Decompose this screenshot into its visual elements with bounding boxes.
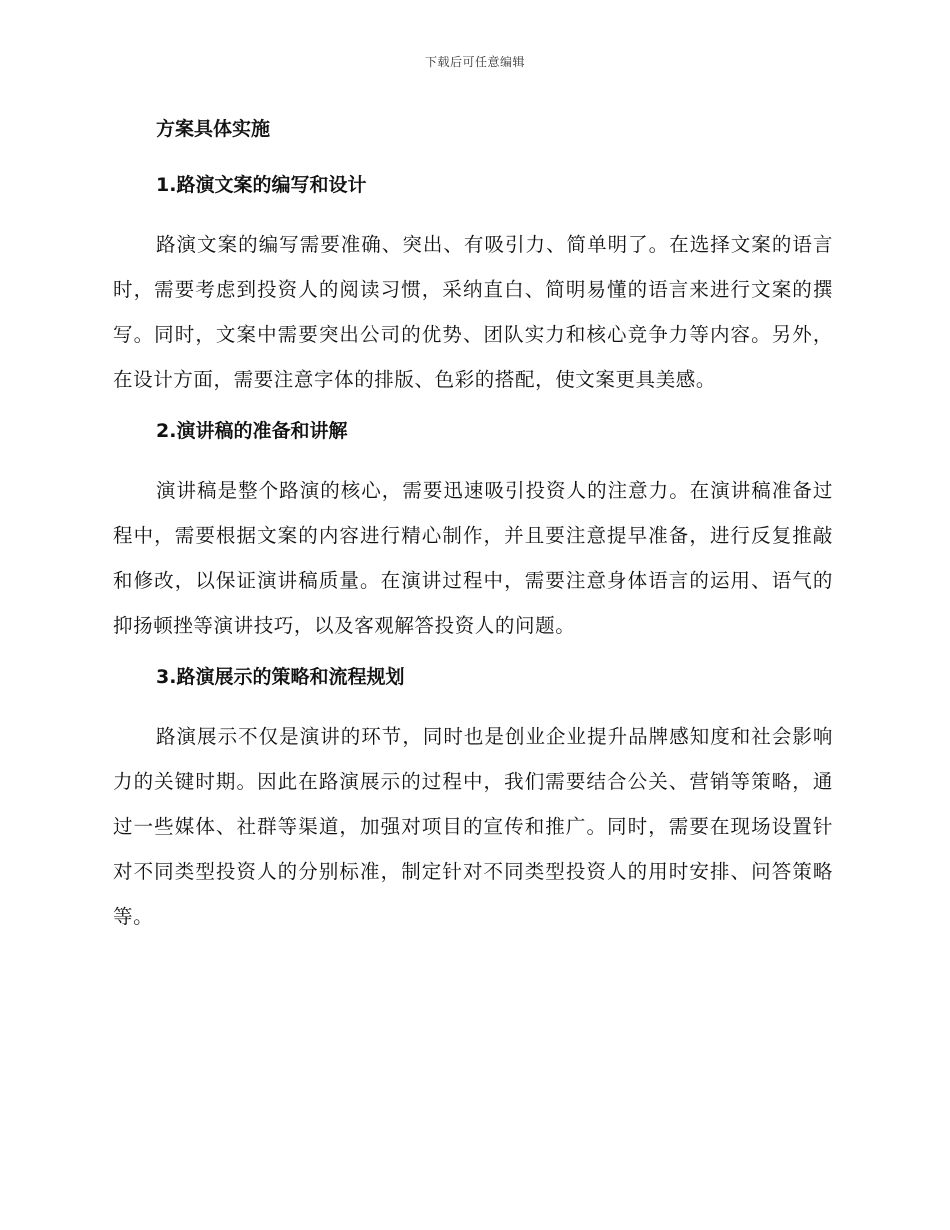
- section-paragraph-3: 路演展示不仅是演讲的环节，同时也是创业企业提升品牌感知度和社会影响力的关键时期。因此在路演展示的过程中，我们需要结合公关、营销等策略，通过一些媒体、社群等渠道，加强对项目的宣传和推广。同时，需要在现场设置针对不同类型投资人的分别标准，制定针对不同类型投资人的用时安排、问答策略等。: [113, 725, 833, 928]
- section-heading-3: 3.路演展示的策略和流程规划: [156, 666, 405, 688]
- page-header: 下载后可任意编辑: [424, 55, 525, 69]
- section-paragraph-2: 演讲稿是整个路演的核心，需要迅速吸引投资人的注意力。在演讲稿准备过程中，需要根据文案的内容进行精心制作，并且要注意提早准备，进行反复推敲和修改，以保证演讲稿质量。在演讲过程中，需要注意身体语言的运用、语气的抑扬顿挫等演讲技巧，以及客观解答投资人的问题。: [113, 479, 833, 637]
- document-body: [113, 112, 833, 951]
- section-heading-2: 2.演讲稿的准备和讲解: [156, 420, 348, 442]
- section-heading-1: 1.路演文案的编写和设计: [156, 174, 367, 196]
- document-title: 方案具体实施: [156, 118, 271, 140]
- section-paragraph-1: 路演文案的编写需要准确、突出、有吸引力、简单明了。在选择文案的语言时，需要考虑到投资人的阅读习惯，采纳直白、简明易懂的语言来进行文案的撰写。同时，文案中需要突出公司的优势、团队实力和核心竞争力等内容。另外，在设计方面，需要注意字体的排版、色彩的搭配，使文案更具美感。: [113, 233, 833, 391]
